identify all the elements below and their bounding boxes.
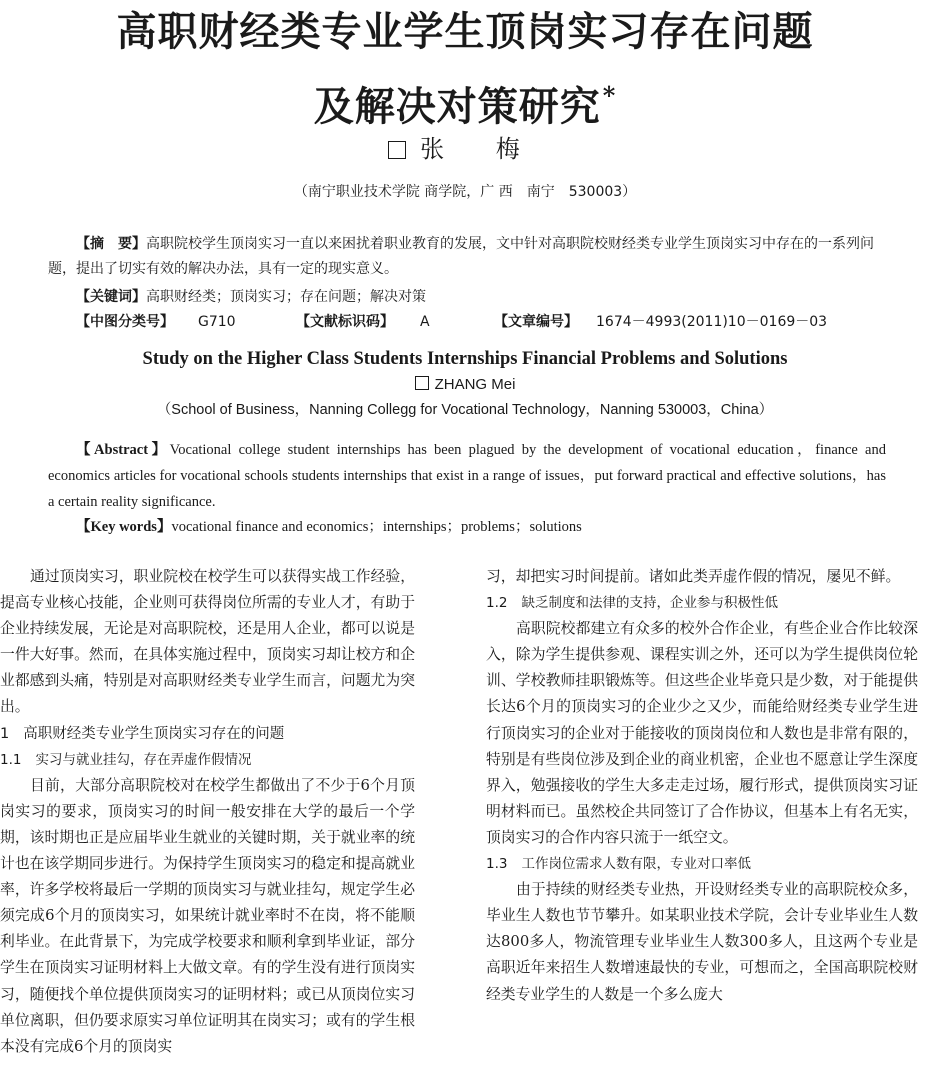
clc-value: G710 [198,314,236,330]
body-paragraph: 由于持续的财经类专业热，开设财经类专业的高职院校众多，毕业生人数也节节攀升。如某职业技术学院，会计专业毕业生人数达800多人，物流管理专业毕业生人数300多人，且这两个专业是高职近年来招生人数增速最快的专业，可想而之，全国高职院校财经类专业学生的人数是一个多么庞大 [486,881,918,1003]
english-author-line [0,374,930,396]
body-column-right [486,564,918,1008]
english-author-name: ZHANG Mei [434,376,516,393]
author-name: 张 梅 [420,135,542,163]
paper-title-line-2 [0,72,930,131]
subsection-heading-text: 实习与就业挂勾，存在弄虚作假情况 [35,751,252,768]
english-keywords [76,514,886,540]
subsection-heading-number: 1.1 [0,751,22,768]
subsection-heading-number: 1.3 [486,856,508,873]
english-abstract-label: 【Abstract】 [76,442,170,458]
english-affiliation: （School of Business，Nanning Collegg for Vocational Technology，Nanning 530003，China） [156,402,774,418]
footnote-mark: * [602,81,617,110]
author-box-icon [388,141,406,159]
english-author-box-icon [415,376,429,390]
english-abstract [48,437,886,515]
article-no-label: 【文章编号】 [494,314,578,330]
body-paragraph: 通过顶岗实习，职业院校在校学生可以获得实战工作经验，提高专业核心技能，企业则可获得岗位所需的专业人才，有助于企业持续发展，无论是对高职院校，还是用人企业，都可以说是一件大好事。然而，在具体实施过程中，顶岗实习却让校方和企业都感到头痛，特别是对高职财经类专业学生而言，问题尤为突出。 [0,568,415,716]
body-column-left [0,564,415,1060]
keywords-cn-label: 【关键词】 [76,289,146,305]
english-keywords-label: 【Key words】 [76,519,172,535]
doc-code-label: 【文献标识码】 [296,314,394,330]
body-paragraph: 习，却把实习时间提前。诸如此类弄虚作假的情况，屡见不鲜。 [486,568,901,585]
subsection-heading-1-3 [486,851,918,877]
paper-title-line-2-text: 及解决对策研究 [313,83,601,130]
body-paragraph: 目前，大部分高职院校对在校学生都做出了不少于6个月顶岗实习的要求，顶岗实习的时间一般安排在大学的最后一个学期，该时期也正是应届毕业生就业的关键时期，关于就业率的统计也在该学期同步进行。为保持学生顶岗实习的稳定和提高就业率，许多学校将最后一学期的顶岗实习与就业挂勾，规定学生必须完成6个月的顶岗实习，如果统计就业率时不在岗，将不能顺利毕业。在此背景下，为完成学校要求和顺利拿到毕业证，部分学生在顶岗实习证明材料上大做文章。有的学生没有进行顶岗实习，随便找个单位提供顶岗实习的证明材料；或已从顶岗位实习单位离职，但仍要求原实习单位证明其在岗实习；或有的学生根本没有完成6个月的顶岗实 [0,776,415,1055]
keywords-cn [76,285,888,310]
clc-label: 【中图分类号】 [76,314,174,330]
author-affiliation: （南宁职业技术学院 商学院，广 西 南宁 530003） [293,184,637,200]
section-heading-number: 1 [0,725,10,742]
english-abstract-text: Vocational college student internships has been plagued by the development of vocational education，finance and economics articles for vocational schools students internships that exist in a range of issues，put forward practical and effective solutions，has a certain reality significance. [48,442,886,510]
paper-title-line-1: 高职财经类专业学生顶岗实习存在问题 [116,8,814,55]
doc-code-value: A [420,314,430,330]
subsection-heading-text: 工作岗位需求人数有限，专业对口率低 [521,856,751,873]
keywords-cn-text: 高职财经类；顶岗实习；存在问题；解决对策 [146,289,426,305]
section-heading-1 [0,721,415,747]
section-heading-text: 高职财经类专业学生顶岗实习存在的问题 [23,725,285,742]
subsection-heading-number: 1.2 [486,595,508,612]
abstract-cn-label: 【摘 要】 [76,236,146,252]
english-keywords-text: vocational finance and economics；internships；problems；solutions [171,519,582,535]
abstract-cn-text: 高职院校学生顶岗实习一直以来困扰着职业教育的发展，文中针对高职院校财经类专业学生顶岗实习中存在的一系列问题，提出了切实有效的解决办法，具有一定的现实意义。 [48,236,874,277]
abstract-cn [48,232,888,282]
english-title: Study on the Higher Class Students Internships Financial Problems and Solutions [142,349,788,369]
body-paragraph: 高职院校都建立有众多的校外合作企业，有些企业合作比较深入，除为学生提供参观、课程实训之外，还可以为学生提供岗位轮训、学校教师挂职锻炼等。但这些企业毕竟只是少数，对于能提供长达6个月的顶岗实习的企业少之又少，而能给财经类专业学生进行顶岗实习的企业对于能接收的顶岗岗位和人数也是非常有限的，特别是有些岗位涉及到企业的商业机密，企业也不愿意让学生深度界入，勉强接收的学生大多走走过场，履行形式，提供顶岗实习证明材料而已。虽然校企共同签订了合作协议，但基本上有名无实，顶岗实习的合作内容只流于一纸空文。 [486,620,918,846]
article-no-value: 1674－4993(2011)10－0169－03 [596,314,828,330]
subsection-heading-1-1 [0,747,415,773]
subsection-heading-1-2 [486,590,918,616]
subsection-heading-text: 缺乏制度和法律的支持，企业参与积极性低 [521,595,778,612]
classification-row [76,310,888,335]
author-line [0,134,930,164]
